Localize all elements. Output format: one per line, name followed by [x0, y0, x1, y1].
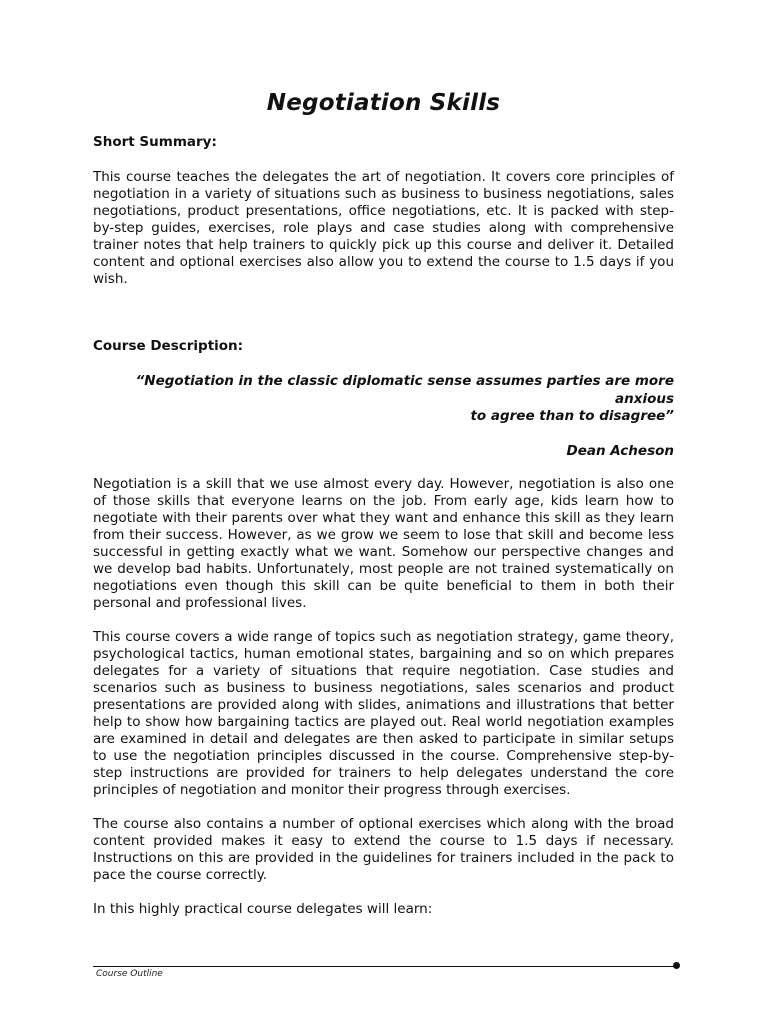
quote	[93, 373, 674, 426]
page-title: Negotiation Skills	[266, 90, 501, 116]
short-summary-paragraph: This course teaches the delegates the art of negotiation. It covers core principles of negotiation in a variety of situations such as business to business negotiations, sales negotiations, product presentations, office negotiations, etc. It is packed with step-by-step guides, exercises, role plays and case studies along with comprehensive trainer notes that help trainers to quickly pick up this course and deliver it. Detailed content and optional exercises also allow you to extend the course to 1.5 days if you wish.	[93, 169, 674, 287]
body-paragraph: Negotiation is a skill that we use almost every day. However, negotiation is also one of those skills that everyone learns on the job. From early age, kids learn how to negotiate with their parents over what they want and enhance this skill as they learn from their success. However, as we grow we seem to lose that skill and become less successful in getting exactly what we want. Somehow our perspective changes and we develop bad habits. Unfortunately, most people are not trained systematically on negotiations even though this skill can be quite beneficial to them in both their personal and professional lives.	[93, 475, 674, 611]
quote-line-1: “Negotiation in the classic diplomatic sense assumes parties are more anxious	[135, 373, 674, 407]
quote-author: Dean Acheson	[566, 442, 674, 459]
short-summary-heading: Short Summary:	[93, 134, 217, 150]
body-paragraph: This course covers a wide range of topics such as negotiation strategy, game theory, psychological tactics, human emotional states, bargaining and so on which prepares delegates for a variety of situations that require negotiation. Case studies and scenarios such as business to business negotiations, sales scenarios and product presentations are provided along with slides, animations and illustrations that better help to show how bargaining tactics are played out. Real world negotiation examples are examined in detail and delegates are then asked to participate in similar setups to use the negotiation principles discussed in the course. Comprehensive step-by-step instructions are provided for trainers to help delegates understand the core principles of negotiation and monitor their progress through exercises.	[93, 628, 674, 798]
footer-label: Course Outline	[96, 969, 163, 979]
section-spacer	[93, 305, 674, 338]
body-paragraph: In this highly practical course delegates will learn:	[93, 900, 433, 917]
body-paragraph: The course also contains a number of optional exercises which along with the broad content provided makes it easy to extend the course to 1.5 days if necessary. Instructions on this are provided in the guidelines for trainers included in the pack to pace the course correctly.	[93, 815, 674, 883]
footer-bullet-icon	[673, 962, 680, 969]
quote-line-2: to agree than to disagree”	[470, 408, 674, 424]
footer-rule	[93, 966, 677, 967]
course-description-heading: Course Description:	[93, 338, 244, 354]
document-body	[93, 90, 674, 935]
